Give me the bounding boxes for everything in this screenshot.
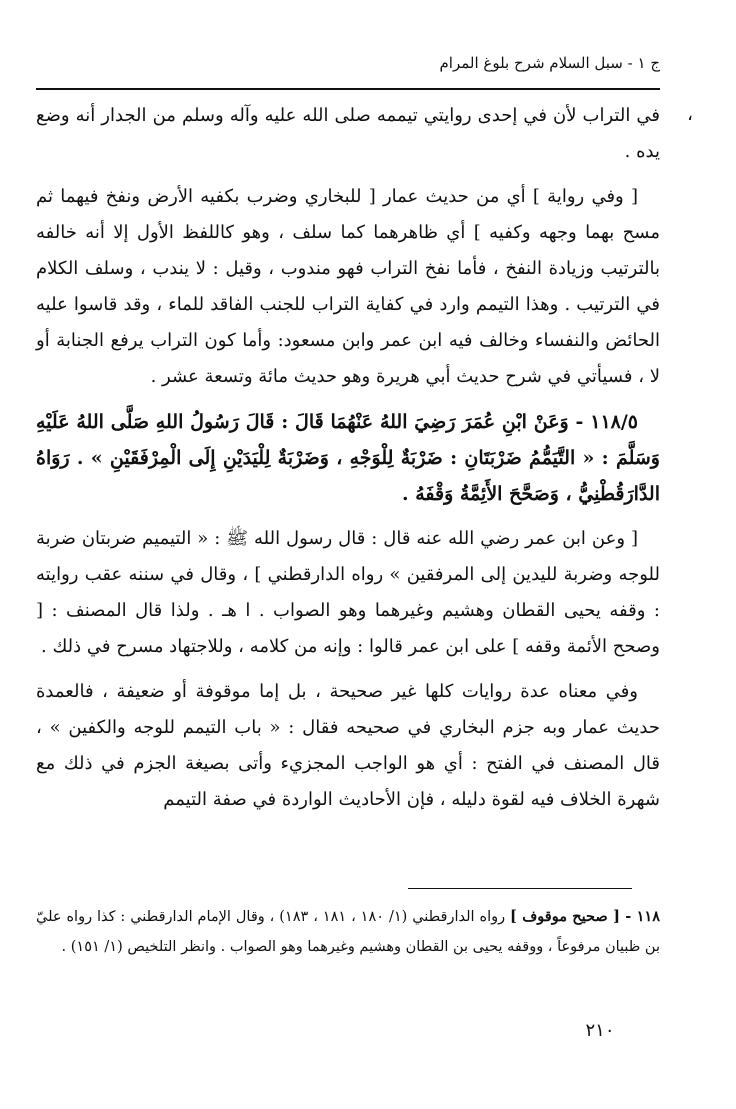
paragraph-1: في التراب لأن في إحدى روايتي تيممه صلى الله عليه وآله وسلم من الجدار أنه وضع يده . [36, 105, 660, 162]
hadith-text: ١١٨/٥ - وَعَنْ ابْنِ عُمَرَ رَضِيَ اللهُ عَنْهُمَا قَالَ : قَالَ رَسُولُ اللهِ صَلَّى اللهُ عَلَيْهِ وَسَلَّمَ : « التَّيَمُّمُ ضَرْبَتَانِ : ضَرْبَةٌ لِلْوَجْهِ ، وَضَرْبَةٌ لِلْيَدَيْنِ إِلَى الْمِرْفَقَيْنِ » . رَوَاهُ الدَّارَقُطْنِيُّ ، وَصَحَّحَ الأَئِمَّةُ وَقْفَهُ . [36, 411, 660, 505]
footnote-rule [408, 888, 632, 889]
header-rule [36, 88, 660, 90]
paragraph-2: [ وفي رواية ] أي من حديث عمار [ للبخاري وضرب بكفيه الأرض ونفخ فيهما ثم مسح بهما وجهه وكفيه ] أي ظاهرهما كما سلف ، وهو كاللفظ الأول إلا أنه خالفه بالترتيب وزيادة النفخ ، فأما نفخ التراب فهو مندوب ، وقيل : لا يندب ، وسلف الكلام في الترتيب . وهذا التيمم وارد في كفاية التراب للجنب الفاقد للماء ، وقد قاسوا عليه الحائض والنفساء وخالف فيه ابن عمر وابن مسعود: وأما كون التراب يرفع الجنابة أو لا ، فسيأتي في شرح حديث أبي هريرة وهو حديث مائة وتسعة عشر . [36, 186, 660, 387]
margin-mark: ، [687, 104, 693, 125]
footnote-text: رواه الدارقطني (١/ ١٨٠ ، ١٨١ ، ١٨٣) ، وقال الإمام الدارقطني : كذا رواه عليّ بن ظبيان مرفوعاً ، ووقفه يحيى بن القطان وهشيم وغيرهما وهو الصواب . وانظر التلخيص (١/ ١٥١) . [36, 909, 660, 955]
page-number: ٢١٠ [585, 1020, 615, 1041]
paragraph-3: [ وعن ابن عمر رضي الله عنه قال : قال رسول الله ﷺ : « التيميم ضربتان ضربة للوجه وضربة لليدين إلى المرفقين » رواه الدارقطني ] ، وقال في سننه عقب روايته : وقفه يحيى القطان وهشيم وغيرهما وهو الصواب . ا هـ . ولذا قال المصنف : [ وصحح الأئمة وقفه ] على ابن عمر قالوا : وإنه من كلامه ، وللاجتهاد مسرح في ذلك . [36, 528, 660, 657]
main-text [36, 98, 660, 827]
footnote-label: ١١٨ - [ صحيح موقوف ] [510, 908, 661, 925]
footnote [36, 902, 660, 962]
running-header: ج ١ - سبل السلام شرح بلوغ المرام [439, 54, 660, 72]
paragraph-4: وفي معناه عدة روايات كلها غير صحيحة ، بل إما موقوفة أو ضعيفة ، فالعمدة حديث عمار وبه جزم البخاري في صحيحه فقال : « باب التيمم للوجه والكفين » ، قال المصنف في الفتح : أي هو الواجب المجزيء وأتى بصيغة الجزم في ذلك مع شهرة الخلاف فيه لقوة دليله ، فإن الأحاديث الواردة في صفة التيمم [36, 681, 660, 810]
